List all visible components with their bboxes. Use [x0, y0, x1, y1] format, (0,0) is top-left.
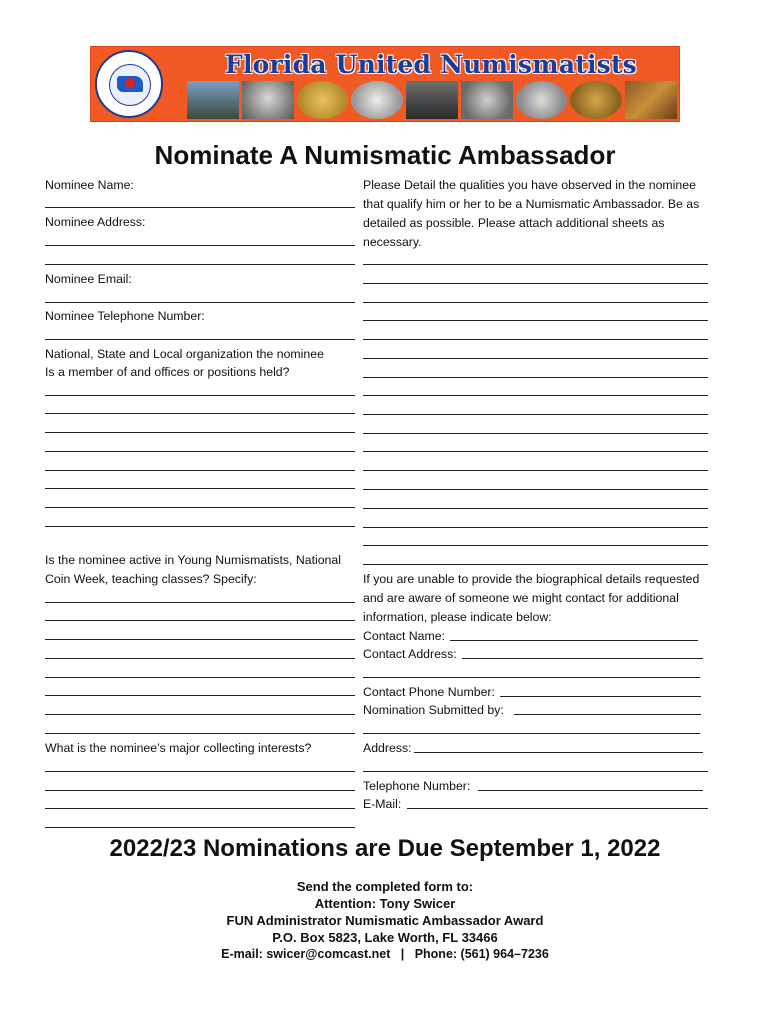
qualities-line[interactable] [363, 339, 708, 340]
activities-line[interactable] [45, 639, 355, 640]
activities-line[interactable] [45, 658, 355, 659]
qualities-line[interactable] [363, 564, 708, 565]
contact-name-label: Contact Name: [363, 629, 446, 643]
po-box-line: P.O. Box 5823, Lake Worth, FL 33466 [272, 930, 498, 945]
qualities-line[interactable] [363, 320, 708, 321]
qualities-line[interactable] [363, 264, 708, 265]
nominee-address-label: Nominee Address: [45, 215, 146, 229]
organization-line[interactable] [45, 488, 355, 489]
submitter-email-label: E-Mail: [363, 797, 402, 811]
submitter-telephone-line[interactable] [478, 790, 703, 791]
organization-line[interactable] [45, 507, 355, 508]
due-date-heading: 2022/23 Nominations are Due September 1, 2022 [109, 835, 661, 862]
submitter-address-line[interactable] [414, 752, 703, 753]
attention-line: Attention: Tony Swicer [314, 896, 456, 911]
award-line: FUN Administrator Numismatic Ambassador Award [226, 913, 544, 928]
silver-coin-image [351, 81, 403, 119]
contact-address-line[interactable] [363, 677, 700, 678]
qualities-line[interactable] [363, 470, 708, 471]
organization-line[interactable] [45, 451, 355, 452]
qualities-line[interactable] [363, 545, 708, 546]
submitter-telephone-label: Telephone Number: [363, 779, 471, 793]
submitted-by-line[interactable] [514, 714, 701, 715]
contact-address-line[interactable] [462, 658, 703, 659]
organization-line[interactable] [45, 470, 355, 471]
form-title: Nominate A Numismatic Ambassador [154, 140, 616, 170]
nominee-phone-line[interactable] [45, 339, 355, 340]
header-banner [90, 46, 680, 122]
submitter-address-line[interactable] [363, 771, 708, 772]
collector-photo [406, 81, 458, 119]
mailing-instructions [0, 878, 770, 946]
qualities-line[interactable] [363, 377, 708, 378]
collecting-line[interactable] [45, 827, 355, 828]
submitted-by-label: Nomination Submitted by: [363, 703, 504, 717]
star-icon [125, 78, 135, 88]
collecting-line[interactable] [45, 771, 355, 772]
organization-question: Is a member of and offices or positions held? [45, 365, 290, 379]
lincoln-portrait-image [461, 81, 513, 119]
contact-info: E-mail: swicer@comcast.net | Phone: (561) 964–7236 [221, 947, 549, 961]
activities-line[interactable] [45, 714, 355, 715]
young-numismatists-question: Is the nominee active in Young Numismatists, National [45, 553, 341, 567]
nominee-phone-label: Nominee Telephone Number: [45, 309, 205, 323]
organization-line[interactable] [45, 526, 355, 527]
contact-address-label: Contact Address: [363, 647, 457, 661]
organization-line[interactable] [45, 432, 355, 433]
activities-line[interactable] [45, 733, 355, 734]
qualities-line[interactable] [363, 451, 708, 452]
collecting-line[interactable] [45, 808, 355, 809]
qualities-line[interactable] [363, 395, 708, 396]
referral-instructions: If you are unable to provide the biographical details requested and are aware of someone we might contact for additional information, please indicate below: [363, 572, 700, 624]
submitter-email-line[interactable] [407, 808, 708, 809]
qualities-line[interactable] [363, 302, 708, 303]
fun-seal-logo [95, 50, 163, 118]
activities-line[interactable] [45, 695, 355, 696]
activities-line[interactable] [45, 602, 355, 603]
submitted-by-line[interactable] [363, 733, 700, 734]
nominee-name-label: Nominee Name: [45, 178, 134, 192]
nominee-email-line[interactable] [45, 302, 355, 303]
nominee-address-line[interactable] [45, 245, 355, 246]
submitter-address-label: Address: [363, 741, 412, 755]
organization-line[interactable] [45, 413, 355, 414]
qualities-line[interactable] [363, 283, 708, 284]
young-numismatists-question: Coin Week, teaching classes? Specify: [45, 572, 257, 586]
banner-title: Florida United Numismatists [225, 50, 637, 79]
qualities-line[interactable] [363, 527, 708, 528]
contact-phone-line[interactable] [500, 696, 701, 697]
washington-portrait-image [242, 81, 294, 119]
contact-phone-label: Contact Phone Number: [363, 685, 495, 699]
qualities-line[interactable] [363, 508, 708, 509]
organization-line[interactable] [45, 395, 355, 396]
qualities-line[interactable] [363, 433, 708, 434]
qualities-instructions: Please Detail the qualities you have observed in the nominee that qualify him or her to be a Numismatic Ambassador. Be as detailed as possible. Please attach additional sheets as necessary. [363, 178, 700, 249]
send-to-line: Send the completed form to: [296, 879, 474, 894]
gold-coin-image [297, 81, 349, 119]
buffalo-coin-image [570, 81, 622, 119]
collecting-line[interactable] [45, 790, 355, 791]
qualities-line[interactable] [363, 489, 708, 490]
nominee-name-line[interactable] [45, 207, 355, 208]
beach-photo [187, 81, 239, 119]
activities-line[interactable] [45, 677, 355, 678]
indian-head-coin-image [516, 81, 568, 119]
qualities-line[interactable] [363, 414, 708, 415]
contact-name-line[interactable] [450, 640, 698, 641]
activities-line[interactable] [45, 620, 355, 621]
coin-image-strip [187, 81, 677, 119]
nominee-email-label: Nominee Email: [45, 272, 132, 286]
copper-coins-image [625, 81, 677, 119]
organization-question: National, State and Local organization the nominee [45, 347, 324, 361]
nominee-address-line[interactable] [45, 264, 355, 265]
collecting-interests-question: What is the nominee’s major collecting interests? [45, 741, 312, 755]
qualities-line[interactable] [363, 358, 708, 359]
